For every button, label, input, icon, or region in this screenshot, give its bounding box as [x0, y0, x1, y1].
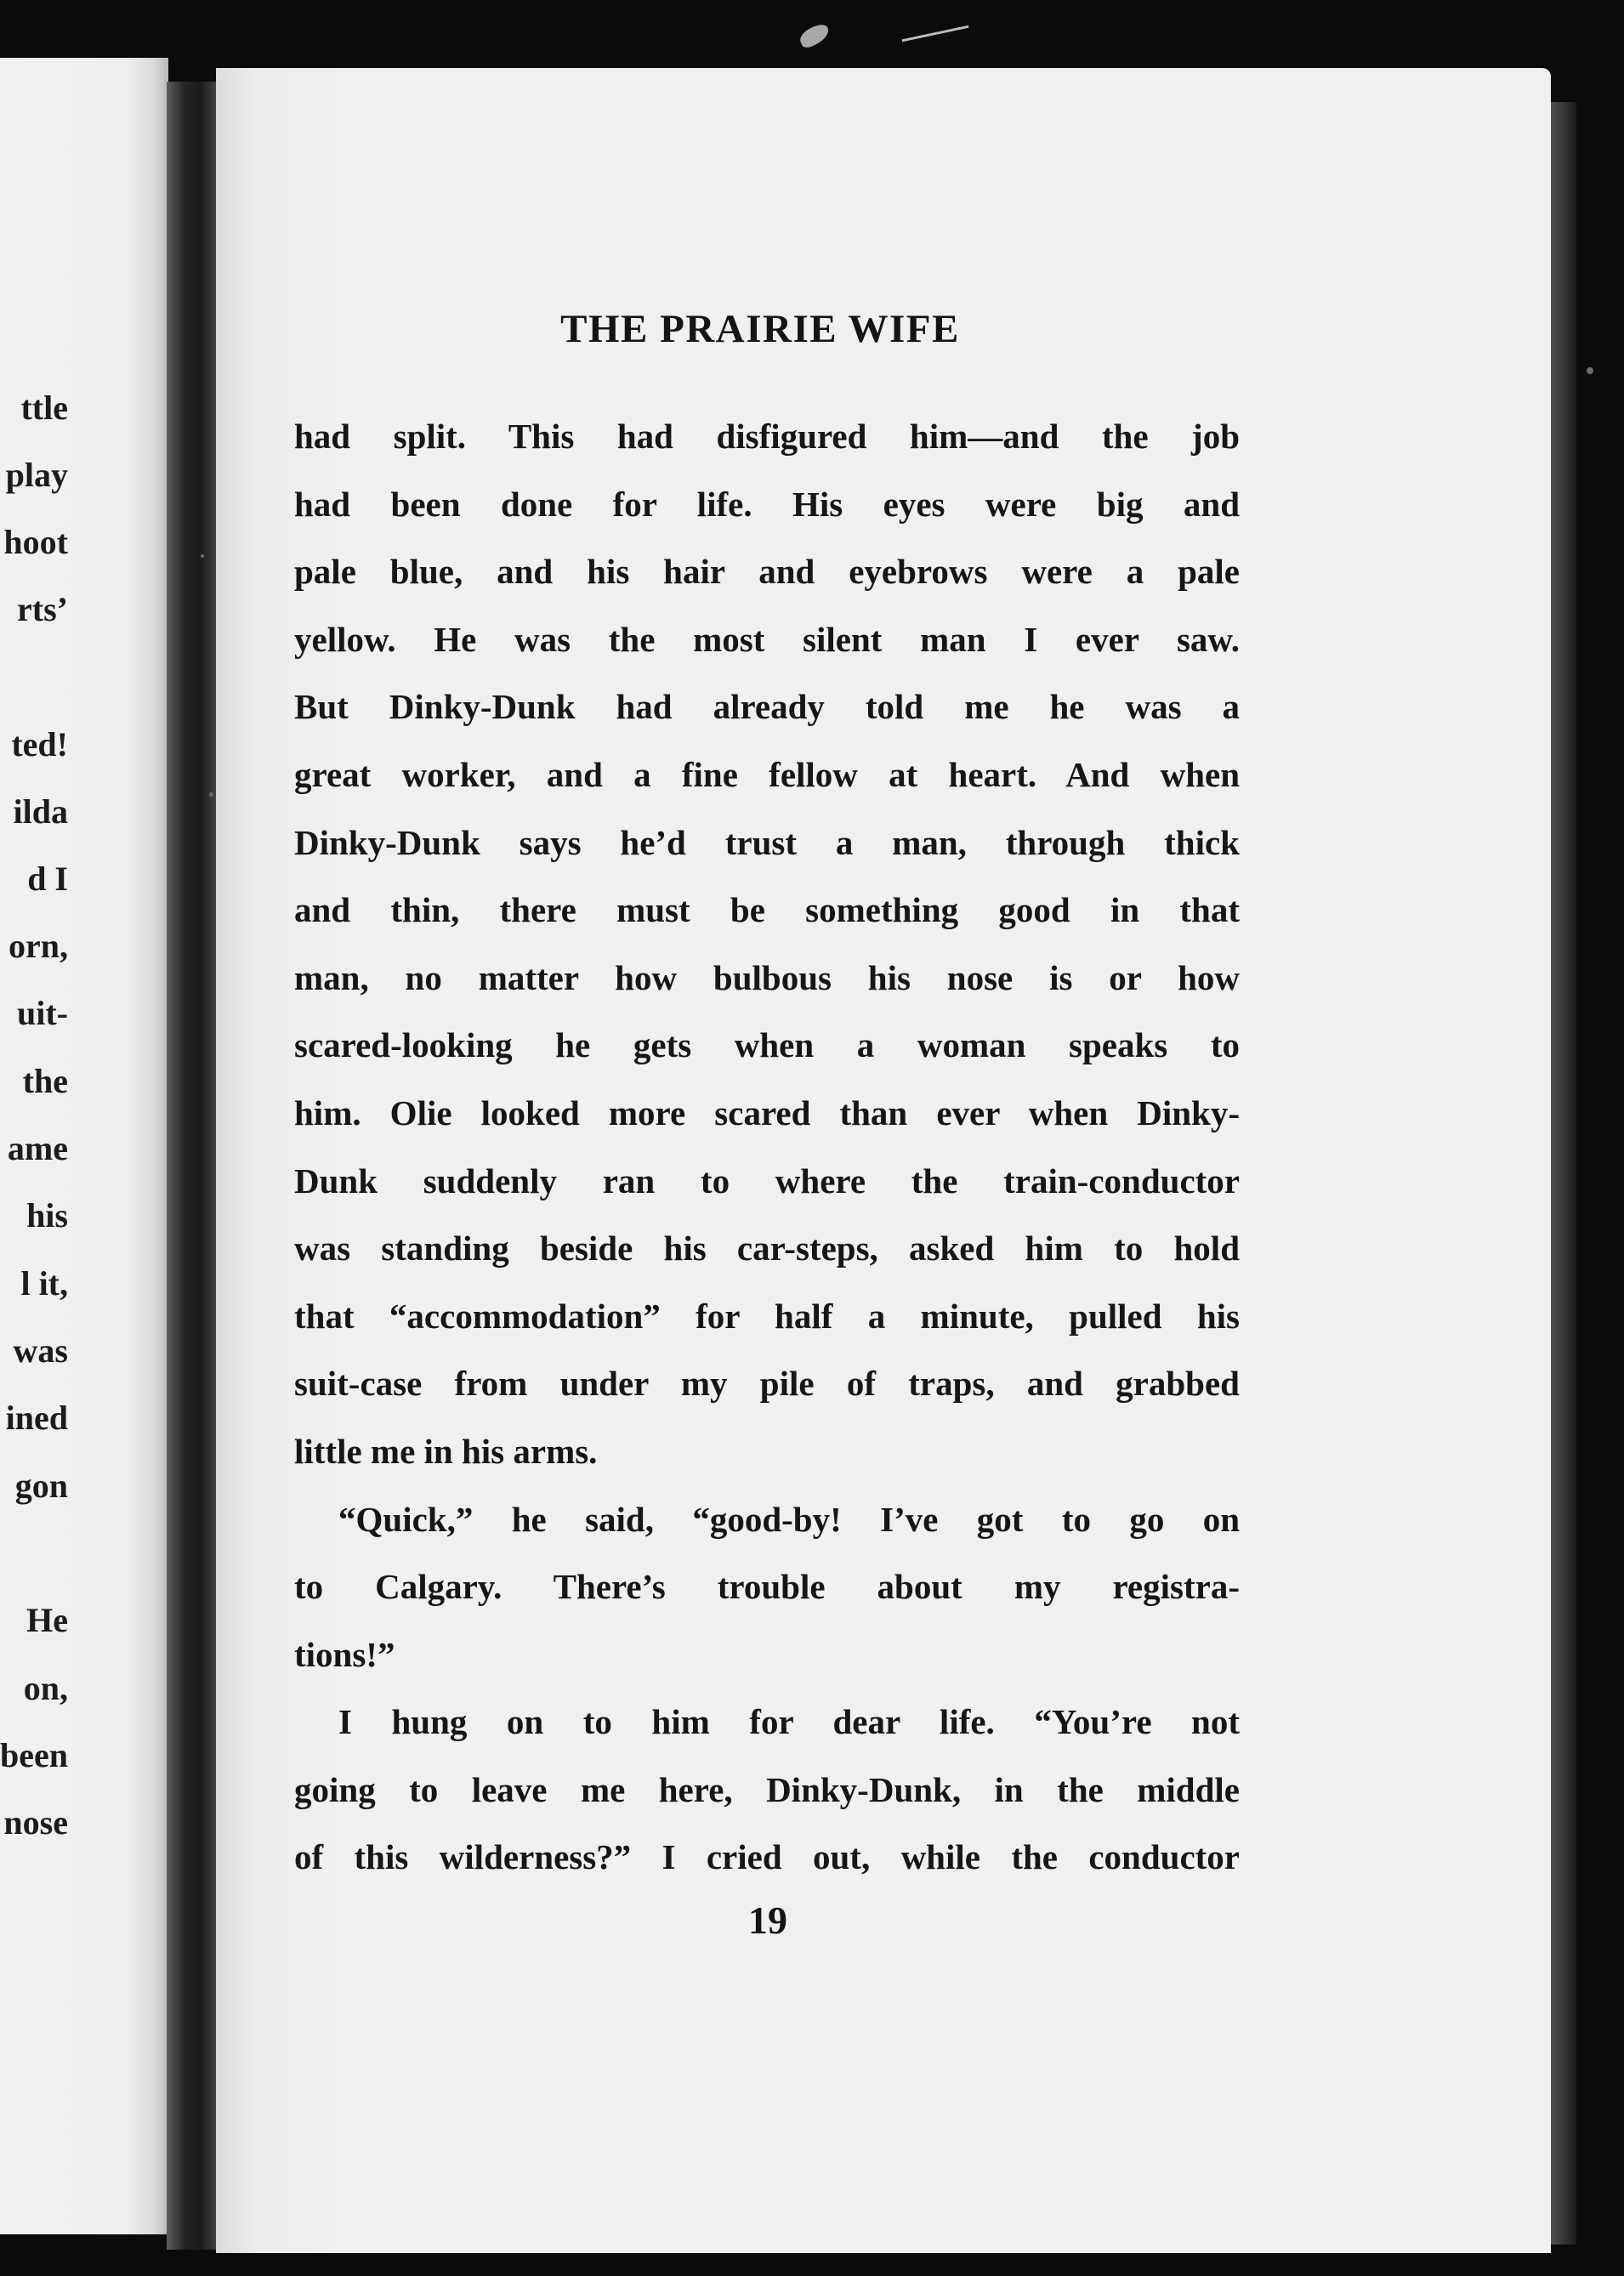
- previous-page-line: d I: [27, 860, 68, 898]
- scan-artifact: [902, 26, 969, 43]
- previous-page-line: hoot: [3, 523, 68, 561]
- text-line: scared-looking he gets when a woman speaks to: [294, 1025, 1240, 1065]
- text-line: that “accommodation” for half a minute, pulled his: [294, 1296, 1240, 1336]
- text-line: tions!”: [294, 1634, 395, 1674]
- previous-page-line: was: [13, 1331, 68, 1370]
- scan-speck: [209, 792, 213, 797]
- previous-page-line: the: [22, 1062, 68, 1100]
- body-text: [294, 403, 1240, 1892]
- previous-page-line: ame: [7, 1129, 68, 1167]
- text-line: yellow. He was the most silent man I ever saw.: [294, 619, 1240, 659]
- previous-page-line: orn,: [9, 927, 68, 965]
- text-line: suit-case from under my pile of traps, and grabbed: [294, 1364, 1240, 1404]
- text-line: man, no matter how bulbous his nose is or how: [294, 957, 1240, 997]
- text-line: “Quick,” he said, “good-by! I’ve got to go on: [338, 1499, 1240, 1539]
- previous-page-line: rts’: [17, 590, 68, 628]
- text-line: to Calgary. There’s trouble about my registra-: [294, 1567, 1240, 1607]
- running-head: THE PRAIRIE WIFE: [560, 307, 960, 351]
- previous-page-line: ttle: [20, 389, 68, 427]
- text-line: him. Olie looked more scared than ever when Dinky-: [294, 1093, 1240, 1132]
- text-line: Dunk suddenly ran to where the train-conductor: [294, 1161, 1240, 1200]
- text-line: and thin, there must be something good in that: [294, 890, 1240, 930]
- previous-page-line: He: [26, 1601, 68, 1639]
- scan-artifact: [797, 21, 832, 49]
- previous-page-line: l it,: [20, 1264, 68, 1303]
- scan-speck: [201, 554, 204, 558]
- previous-page-line: gon: [14, 1467, 68, 1505]
- previous-page-line: nose: [3, 1803, 68, 1842]
- previous-page-line: play: [5, 456, 68, 494]
- text-line: was standing beside his car-steps, asked him to hold: [294, 1229, 1240, 1269]
- previous-page-line: uit-: [17, 994, 68, 1032]
- text-line: had split. This had disfigured him—and the job: [294, 417, 1240, 456]
- previous-page-line: ined: [5, 1399, 68, 1437]
- text-line: I hung on to him for dear life. “You’re not: [338, 1702, 1240, 1742]
- text-line: great worker, and a fine fellow at heart. And when: [294, 754, 1240, 794]
- text-line: little me in his arms.: [294, 1431, 598, 1471]
- page-number: 19: [748, 1899, 787, 1942]
- previous-page-line: on,: [23, 1669, 68, 1707]
- text-line: going to leave me here, Dinky-Dunk, in the middle: [294, 1769, 1240, 1809]
- page-edge-shadow: [1551, 102, 1576, 2245]
- previous-page-line: ilda: [13, 792, 68, 831]
- text-line: pale blue, and his hair and eyebrows were a pale: [294, 552, 1240, 592]
- text-line: of this wilderness?” I cried out, while the conductor: [294, 1837, 1240, 1877]
- scan-speck: [1587, 367, 1593, 374]
- previous-page-line: his: [26, 1196, 68, 1234]
- text-line: But Dinky-Dunk had already told me he was a: [294, 687, 1240, 727]
- previous-page-line: ted!: [11, 725, 68, 763]
- text-line: Dinky-Dunk says he’d trust a man, through thick: [294, 822, 1240, 862]
- text-line: had been done for life. His eyes were big and: [294, 484, 1240, 524]
- previous-page-line: been: [0, 1736, 68, 1774]
